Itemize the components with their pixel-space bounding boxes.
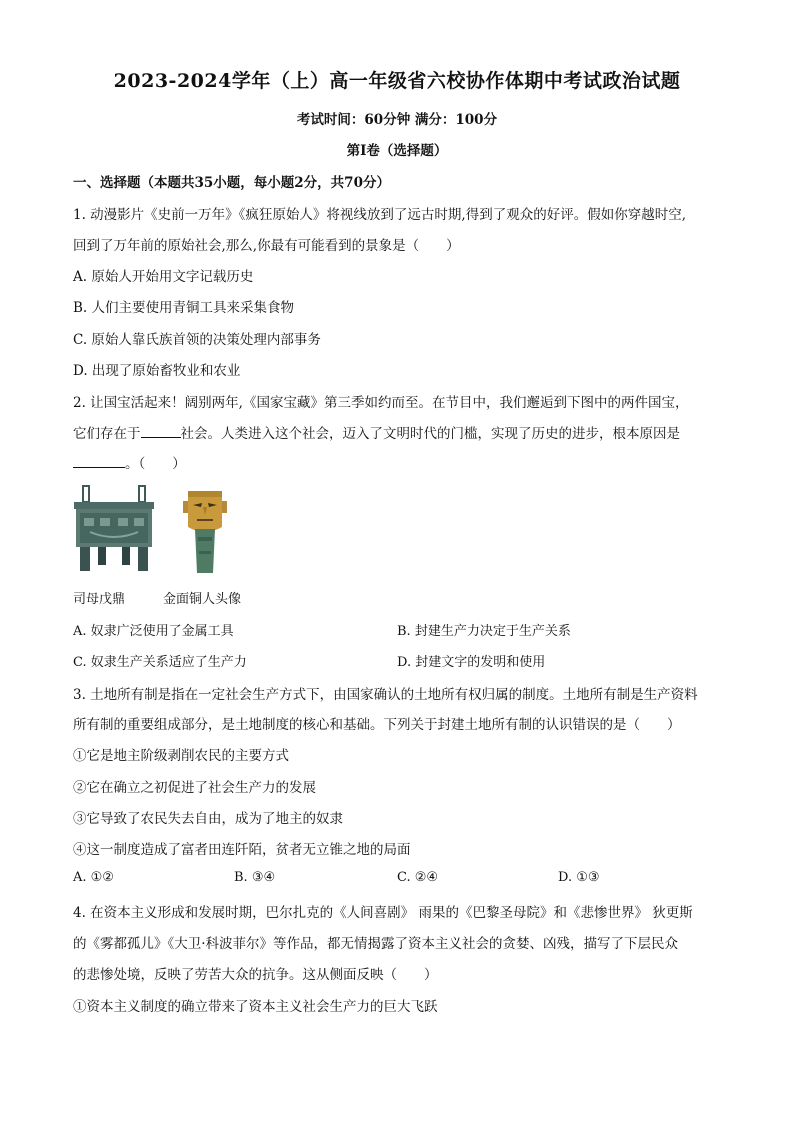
q3-option-b: B. ③④ xyxy=(234,870,276,885)
simuwu-ding-image xyxy=(70,482,158,574)
gold-mask-bronze-head-image xyxy=(180,485,230,579)
q1-option-a: A. 原始人开始用文字记载历史 xyxy=(73,269,254,285)
q2-option-a: A. 奴隶广泛使用了金属工具 xyxy=(73,624,234,639)
q4-stem-line2: 的《雾都孤儿》《大卫·科波菲尔》等作品，都无情揭露了资本主义社会的贪婪、凶残，描写了下层民众 xyxy=(73,936,679,952)
q4-stem-line1: 4. 在资本主义形成和发展时期，巴尔扎克的《人间喜剧》 雨果的《巴黎圣母院》和《悲惨世界》 狄更斯 xyxy=(73,905,693,921)
q3-statement-2: ②它在确立之初促进了社会生产力的发展 xyxy=(73,780,316,796)
q3-statement-3: ③它导致了农民失去自由，成为了地主的奴隶 xyxy=(73,811,343,827)
answer-blank xyxy=(73,455,125,468)
section-heading: 一、选择题（本题共35小题，每小题2分，共70分） xyxy=(73,175,390,191)
volume-heading: 第Ⅰ卷（选择题） xyxy=(346,143,448,159)
q1-option-c: C. 原始人靠氏族首领的决策处理内部事务 xyxy=(73,332,321,348)
q3-statement-4: ④这一制度造成了富者田连阡陌，贫者无立锥之地的局面 xyxy=(73,842,411,858)
q2-option-b: B. 封建生产力决定于生产关系 xyxy=(397,624,571,639)
q2-option-c: C. 奴隶生产关系适应了生产力 xyxy=(73,655,247,670)
answer-blank xyxy=(141,425,181,438)
q1-option-d: D. 出现了原始畜牧业和农业 xyxy=(73,363,241,379)
q3-option-a: A. ①② xyxy=(73,870,114,885)
q3-stem-line2: 所有制的重要组成部分，是土地制度的核心和基础。下列关于封建土地所有制的认识错误的是（ ） xyxy=(73,717,681,733)
q1-stem-line1: 1. 动漫影片《史前一万年》《疯狂原始人》将视线放到了远古时期,得到了观众的好评。假如你穿越时空, xyxy=(73,207,687,223)
q2-option-d: D. 封建文字的发明和使用 xyxy=(397,655,546,670)
q3-option-c: C. ②④ xyxy=(397,870,439,885)
q2-stem-line2-part2: 社会。人类进入这个社会，迈入了文明时代的门槛，实现了历史的进步，根本原因是 xyxy=(180,426,680,442)
q2-stem-line2 xyxy=(73,422,680,442)
q2-stem-line2-part1: 它们存在于 xyxy=(73,426,141,442)
q3-option-d: D. ①③ xyxy=(558,870,600,885)
q2-stem-line1: 2. 让国宝活起来！阔别两年,《国家宝藏》第三季如约而至。在节目中，我们邂逅到下图中的两件国宝， xyxy=(73,395,689,411)
exam-info: 考试时间：60分钟 满分：100分 xyxy=(296,112,498,128)
q2-stem-line3-text: 。（ ） xyxy=(125,456,186,472)
q4-stem-line3: 的悲惨处境，反映了劳苦大众的抗争。这从侧面反映（ ） xyxy=(73,967,438,983)
q3-stem-line1: 3. 土地所有制是指在一定社会生产方式下，由国家确认的土地所有权归属的制度。土地所有制是生产资料 xyxy=(73,687,698,703)
q2-stem-line3 xyxy=(73,452,186,472)
q1-stem-line2: 回到了万年前的原始社会,那么,你最有可能看到的景象是（ ） xyxy=(73,238,460,254)
page-title: 2023-2024学年（上）高一年级省六校协作体期中考试政治试题 xyxy=(113,70,681,92)
figure-caption-ding: 司母戊鼎 xyxy=(73,592,126,607)
q1-option-b: B. 人们主要使用青铜工具来采集食物 xyxy=(73,300,295,316)
figure-caption-head: 金面铜人头像 xyxy=(163,592,242,607)
q3-statement-1: ①它是地主阶级剥削农民的主要方式 xyxy=(73,748,289,764)
q4-statement-1: ①资本主义制度的确立带来了资本主义社会生产力的巨大飞跃 xyxy=(73,999,438,1015)
